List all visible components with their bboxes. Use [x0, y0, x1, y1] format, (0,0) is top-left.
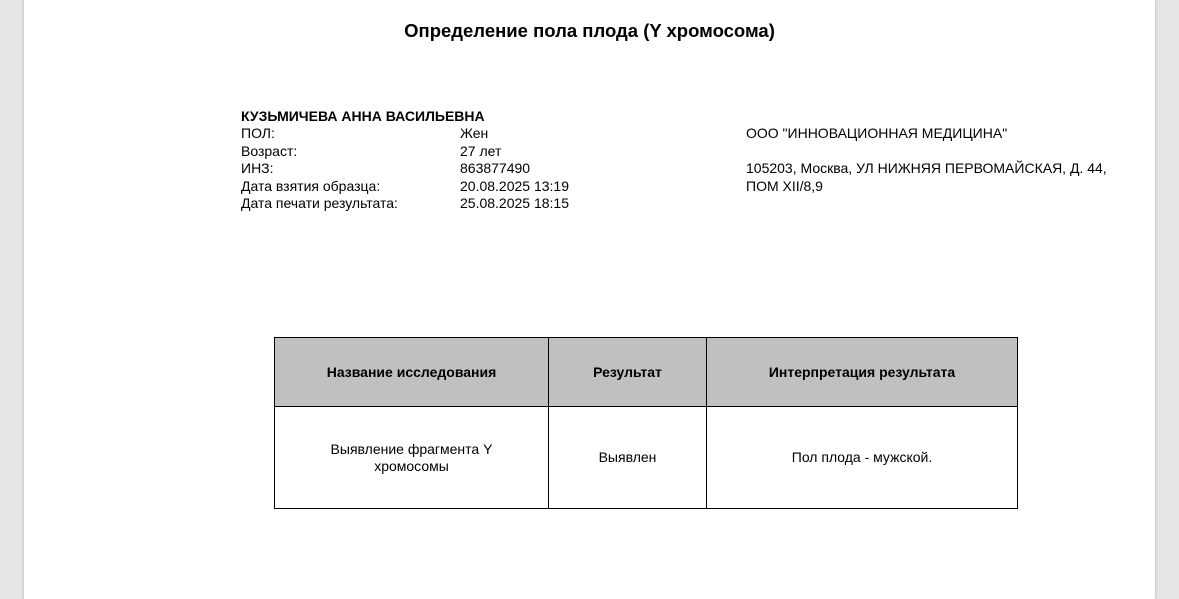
patient-info: [241, 107, 569, 213]
field-label: Дата печати результата:: [241, 195, 398, 211]
field-value: 27 лет: [460, 142, 502, 159]
patient-field-sex: [241, 125, 569, 143]
patient-field-age: [241, 143, 569, 161]
patient-field-sample-date: [241, 178, 569, 196]
header-interpretation: Интерпретация результата: [707, 338, 1018, 407]
field-value: 25.08.2025 18:15: [460, 195, 569, 211]
field-label: ИНЗ:: [241, 160, 274, 176]
clinic-address-line2: ПОМ XII/8,9: [746, 178, 823, 194]
table-row: [275, 407, 1018, 509]
patient-name: КУЗЬМИЧЕВА АННА ВАСИЛЬЕВНА: [241, 108, 485, 124]
clinic-address-line1: 105203, Москва, УЛ НИЖНЯЯ ПЕРВОМАЙСКАЯ, Д. 44,: [746, 160, 1107, 176]
test-name-line1: Выявление фрагмента Y: [330, 440, 493, 457]
page-title: Определение пола плода (Y хромосома): [404, 20, 775, 41]
document-page: [24, 0, 1155, 599]
cell-result: Выявлен: [549, 407, 707, 509]
cell-interpretation: Пол плода - мужской.: [707, 407, 1018, 509]
cell-test-name: [275, 407, 549, 509]
header-test-name: Название исследования: [275, 338, 549, 407]
test-name-line2: хромосомы: [374, 457, 449, 474]
field-label: ПОЛ:: [241, 125, 275, 141]
field-value: 863877490: [460, 160, 531, 176]
clinic-name: ООО "ИННОВАЦИОННАЯ МЕДИЦИНА": [746, 125, 1008, 141]
table-header-row: [275, 338, 1018, 407]
field-label: Возраст:: [241, 142, 298, 159]
spacer: [746, 142, 1146, 159]
patient-field-print-date: [241, 195, 569, 213]
patient-field-inz: [241, 160, 569, 178]
field-value: 20.08.2025 13:19: [460, 177, 569, 194]
header-result: Результат: [549, 338, 707, 407]
clinic-info: [746, 124, 1146, 195]
field-value: Жен: [460, 125, 489, 141]
field-label: Дата взятия образца:: [241, 177, 381, 194]
results-table: [274, 337, 1018, 509]
